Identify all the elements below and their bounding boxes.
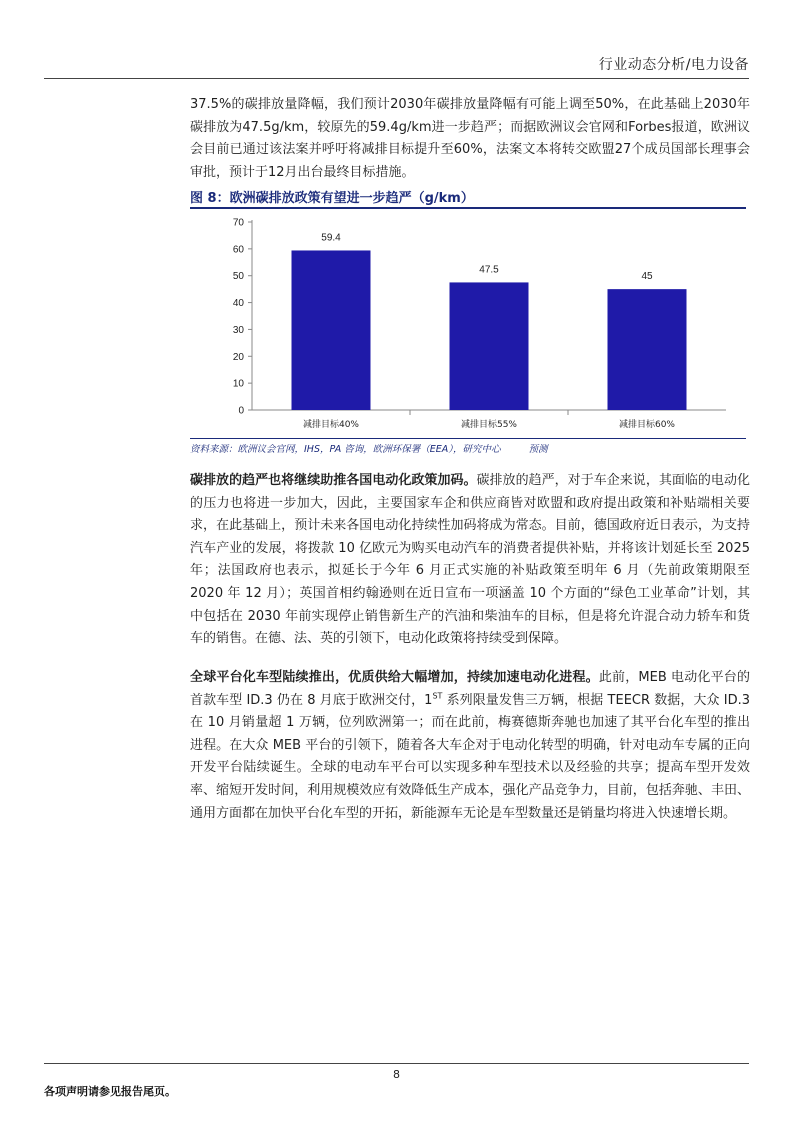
y-tick-label: 0: [238, 405, 244, 417]
figure-source: [190, 441, 548, 455]
figure-title: 图 8：欧洲碳排放政策有望进一步趋严（g/km）: [190, 191, 474, 206]
platform-body-a: 此前，MEB 电动化平台的首款车型 ID.3 仍在 8 月底于欧洲交付，1: [190, 670, 750, 708]
bar-data-label: 59.4: [321, 232, 341, 244]
platform-lead: 全球平台化车型陆续推出，优质供给大幅增加，持续加速电动化进程。: [190, 670, 599, 685]
emission-chart: [190, 210, 746, 436]
header-divider: [44, 78, 749, 79]
bar: [292, 250, 371, 410]
source-text: 资料来源：欧洲议会官网，IHS，PA 咨询，欧洲环保署（EEA），研究中心: [190, 444, 501, 455]
y-tick-label: 10: [232, 378, 244, 390]
bar-data-label: 47.5: [479, 264, 499, 276]
x-category-label: 减排目标60%: [618, 420, 676, 430]
platform-body-b: 系列限量发售三万辆，根据 TEECR 数据，大众 ID.3 在 10 月销量超 1 万辆，位列欧洲第一；而在此前，梅赛德斯奔驰也加速了其平台化车型的推出进程。在大众 MEB 平台的引领下，随着各大车企对于电动化转型的明确，针对电动车专属的正向开发平台陆续诞生。全球的电动车平台可以实现多种车型技术以及经验的共享；提高车型开发效率、缩短开发时间，利用规模效应有效降低生产成本，强化产品竞争力，目前，包括奔驰、丰田、通用方面都在加快平台化车型的开拓，新能源车无论是车型数量还是销量均将进入快速增长期。: [190, 692, 750, 821]
figure-bottom-rule: [190, 438, 746, 439]
intro-paragraph: 37.5%的碳排放量降幅，我们预计2030年碳排放量降幅有可能上调至50%，在此基础上2030年碳排放为47.5g/km，较原先的59.4g/km进一步趋严；而据欧洲议会官网和Forbes报道，欧洲议会目前已通过该法案并呼吁将减排目标提升至60%，法案文本将转交欧盟27个成员国部长理事会审批，预计于12月出台最终目标措施。: [190, 97, 750, 180]
footer-disclaimer: 各项声明请参见报告尾页。: [44, 1085, 176, 1098]
bar: [608, 289, 687, 410]
bar: [450, 282, 529, 410]
x-category-label: 减排目标55%: [460, 420, 518, 430]
source-tail: 预测: [528, 444, 548, 455]
x-category-label: 减排目标40%: [302, 420, 360, 430]
platform-superscript: ST: [432, 691, 443, 701]
y-tick-label: 20: [232, 351, 244, 363]
y-tick-label: 50: [232, 271, 244, 283]
platform-paragraph: [190, 667, 750, 825]
bar-chart-svg: [190, 210, 746, 436]
policy-body: 碳排放的趋严，对于车企来说，其面临的电动化的压力也将进一步加大，因此，主要国家车企和供应商皆对欧盟和政府提出政策和补贴端相关要求，在此基础上，预计未来各国电动化持续性加码将成为常态。目前，德国政府近日表示，为支持汽车产业的发展，将拨款 10 亿欧元为购买电动汽车的消费者提供补贴，并将该计划延长至 2025 年；法国政府也表示，拟延长于今年 6 月正式实施的补贴政策至明年 6 月（先前政策期限至 2020 年 12 月）；英国首相约翰逊则在近日宣布一项涵盖 10 个方面的“绿色工业革命”计划，其中包括在 2030 年前实现停止销售新生产的汽油和柴油车的目标，但是将允许混合动力轿车和货车的销售。在德、法、英的引领下，电动化政策将持续受到保障。: [190, 473, 750, 647]
footer-divider: [44, 1063, 749, 1064]
y-tick-label: 30: [232, 324, 244, 336]
y-tick-label: 70: [232, 217, 244, 229]
report-category-header: 行业动态分析/电力设备: [598, 57, 749, 73]
figure-top-rule: [190, 207, 746, 209]
bar-data-label: 45: [641, 271, 653, 283]
policy-paragraph: [190, 470, 750, 651]
y-tick-label: 60: [232, 244, 244, 256]
page-number: 8: [393, 1068, 400, 1081]
policy-lead: 碳排放的趋严也将继续助推各国电动化政策加码。: [190, 473, 477, 488]
y-tick-label: 40: [232, 298, 244, 310]
